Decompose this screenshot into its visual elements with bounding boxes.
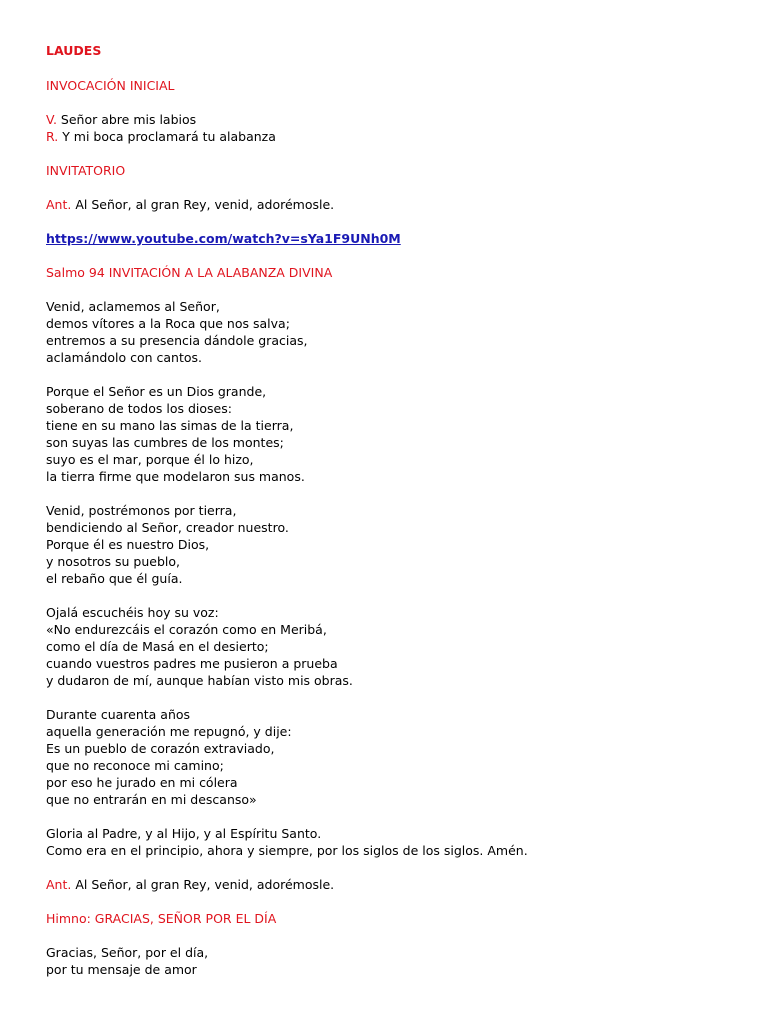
verse-line: la tierra firme que modelaron sus manos. xyxy=(46,469,305,484)
verse-line: suyo es el mar, porque él lo hizo, xyxy=(46,452,254,467)
antiphon-mark: Ant. xyxy=(46,197,72,212)
gloria-line: Como era en el principio, ahora y siempre, por los siglos de los siglos. Amén. xyxy=(46,843,528,858)
verse-line: tiene en su mano las simas de la tierra, xyxy=(46,418,294,433)
page-title: LAUDES xyxy=(46,43,102,58)
gloria-line: Gloria al Padre, y al Hijo, y al Espíritu Santo. xyxy=(46,826,322,841)
versicle-text: Señor abre mis labios xyxy=(56,112,197,127)
antiphon-repeat-line xyxy=(46,876,334,893)
verse-line: son suyas las cumbres de los montes; xyxy=(46,435,284,450)
verse-line: entremos a su presencia dándole gracias, xyxy=(46,333,308,348)
heading-salmo: Salmo 94 INVITACIÓN A LA ALABANZA DIVINA xyxy=(46,265,333,280)
verse-line: cuando vuestros padres me pusieron a prueba xyxy=(46,656,338,671)
verse-line: el rebaño que él guía. xyxy=(46,571,183,586)
verse-line: y dudaron de mí, aunque habían visto mis obras. xyxy=(46,673,353,688)
verse-line: que no entrarán en mi descanso» xyxy=(46,792,257,807)
verse-line: demos vítores a la Roca que nos salva; xyxy=(46,316,290,331)
verse-line: Venid, aclamemos al Señor, xyxy=(46,299,220,314)
heading-invocacion: INVOCACIÓN INICIAL xyxy=(46,78,175,93)
verse-line: como el día de Masá en el desierto; xyxy=(46,639,269,654)
hymn-line: Gracias, Señor, por el día, xyxy=(46,945,209,960)
verse-line: Durante cuarenta años xyxy=(46,707,191,722)
response-text: Y mi boca proclamará tu alabanza xyxy=(58,129,276,144)
antiphon-text: Al Señor, al gran Rey, venid, adorémosle. xyxy=(71,877,335,892)
verse-line: bendiciendo al Señor, creador nuestro. xyxy=(46,520,289,535)
versicle-mark: V. xyxy=(46,112,57,127)
heading-invitatorio: INVITATORIO xyxy=(46,163,126,178)
verse-line: Venid, postrémonos por tierra, xyxy=(46,503,237,518)
verse-line: por eso he jurado en mi cólera xyxy=(46,775,238,790)
versicle-line xyxy=(46,111,196,128)
verse-line: y nosotros su pueblo, xyxy=(46,554,180,569)
hymn-line: por tu mensaje de amor xyxy=(46,962,197,977)
response-mark: R. xyxy=(46,129,59,144)
verse-line: aquella generación me repugnó, y dije: xyxy=(46,724,292,739)
antiphon-line xyxy=(46,196,334,213)
verse-line: Es un pueblo de corazón extraviado, xyxy=(46,741,275,756)
verse-line: «No endurezcáis el corazón como en Meribá, xyxy=(46,622,327,637)
antiphon-text: Al Señor, al gran Rey, venid, adorémosle. xyxy=(71,197,335,212)
verse-line: Ojalá escuchéis hoy su voz: xyxy=(46,605,219,620)
verse-line: Porque él es nuestro Dios, xyxy=(46,537,210,552)
verse-line: soberano de todos los dioses: xyxy=(46,401,232,416)
verse-line: Porque el Señor es un Dios grande, xyxy=(46,384,267,399)
response-line xyxy=(46,128,276,145)
youtube-link[interactable]: https://www.youtube.com/watch?v=sYa1F9UNh0M xyxy=(46,231,401,246)
heading-himno: Himno: GRACIAS, SEÑOR POR EL DÍA xyxy=(46,911,277,926)
verse-line: aclamándolo con cantos. xyxy=(46,350,203,365)
verse-line: que no reconoce mi camino; xyxy=(46,758,224,773)
antiphon-mark: Ant. xyxy=(46,877,72,892)
